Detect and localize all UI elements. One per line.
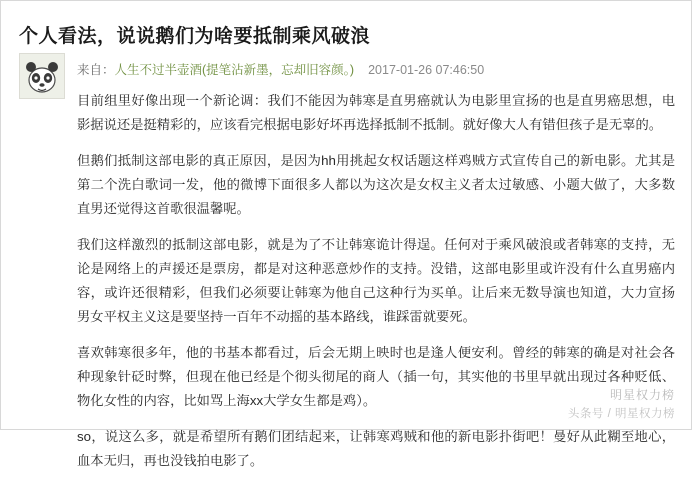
timestamp: 2017-01-26 07:46:50: [368, 63, 485, 77]
watermark-secondary: 头条号 / 明星权力榜: [567, 408, 675, 420]
paragraph: 我们这样激烈的抵制这部电影，就是为了不让韩寒诡计得逞。任何对于乘风破浪或者韩寒的支持，无论是网络上的声援还是票房，都是对这种恶意炒作的支持。没错，这部电影里或许没有什么直男癌内容，或许还很精彩，但我们必须要让韩寒为他自己这种行为买单。让后来无数导演也知道，大力宣扬男女平权主义这是要坚持一百年不动摇的基本路线，谁踩雷就要死。: [77, 237, 675, 324]
from-label: 来自：: [77, 63, 115, 77]
paragraph: so，说这么多，就是希望所有鹅们团结起来，让韩寒鸡贼和他的新电影扑街吧！曼好从此糊至地心，血本无归，再也没钱拍电影了。: [77, 429, 675, 468]
article-meta: [77, 61, 677, 79]
paragraph: 但鹅们抵制这部电影的真正原因，是因为hh用挑起女权话题这样鸡贼方式宣传自己的新电影。尤其是第二个洗白歌词一发，他的微博下面很多人都以为这次是女权主义者太过敏感、小题大做了，大多数直男还觉得这首歌很温馨呢。: [77, 153, 675, 216]
source-link[interactable]: 人生不过半壶酒(提笔沾新墨，忘却旧容颜。): [114, 63, 355, 77]
article-body: [77, 89, 675, 485]
paragraph: 目前组里好像出现一个新论调：我们不能因为韩寒是直男癌就认为电影里宣扬的也是直男癌思想，电影据说还是挺精彩的，应该看完根据电影好坏再选择抵制不抵制。就好像大人有错但孩子是无辜的。: [77, 93, 675, 132]
paragraph: 喜欢韩寒很多年，他的书基本都看过，后会无期上映时也是逢人便安利。曾经的韩寒的确是对社会各种现象针砭时弊，但现在他已经是个彻头彻尾的商人（插一句，其实他的书里早就出现过各种贬低、物化女性的内容，比如骂上海xx大学女生都是鸡）。: [77, 345, 675, 408]
page-title: 个人看法，说说鹅们为啥要抵制乘风破浪: [19, 25, 371, 47]
avatar: [19, 53, 65, 99]
watermark-primary: 明星权力榜: [609, 388, 675, 402]
